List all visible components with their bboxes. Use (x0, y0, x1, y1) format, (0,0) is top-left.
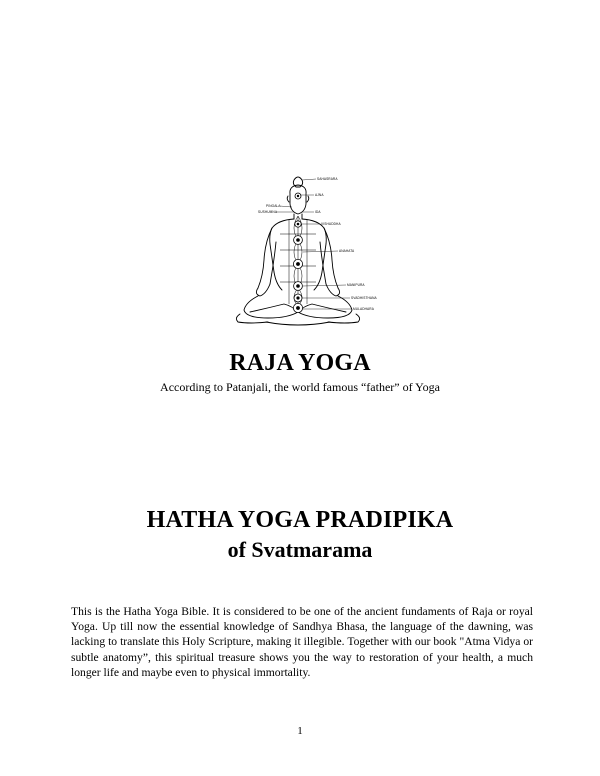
description-paragraph: This is the Hatha Yoga Bible. It is considered to be one of the ancient fundaments of Raja or royal Yoga. Up till now the essential knowledge of Sandhya Bhasa, the language of the dawning, was lacking to translate this Holy Scripture, making it illegible. Together with our book "Atma Vidya or subtle anatomy”, this spiritual treasure shows you the way to restoration of your health, a much longer life and maybe even to physical immortality. (71, 605, 533, 679)
chakra-figure-illustration (228, 172, 396, 330)
hatha-yoga-title: HATHA YOGA PRADIPIKA (146, 507, 454, 533)
raja-yoga-title: RAJA YOGA (229, 350, 371, 376)
label-sushumna: SUSHUMNA (258, 210, 278, 214)
label-pingala: PINGALA (266, 204, 281, 208)
label-ajna: AJNA (315, 193, 324, 197)
raja-yoga-subtitle: According to Patanjali, the world famous “father” of Yoga (160, 380, 440, 394)
label-sahasrara: SAHASRARA (317, 177, 338, 181)
label-muladhara: MULADHARA (353, 307, 374, 311)
hatha-yoga-subtitle: of Svatmarama (227, 537, 373, 562)
page-number: 1 (297, 725, 303, 737)
label-vishuddha: VISHUDDHA (321, 222, 341, 226)
label-svadhisthana: SVADHISTHANA (351, 296, 377, 300)
meditating-figure-svg (228, 172, 396, 330)
label-manipura: MANIPURA (347, 283, 365, 287)
label-ida: IDA (315, 210, 321, 214)
label-anahata: ANAHATA (339, 249, 355, 253)
